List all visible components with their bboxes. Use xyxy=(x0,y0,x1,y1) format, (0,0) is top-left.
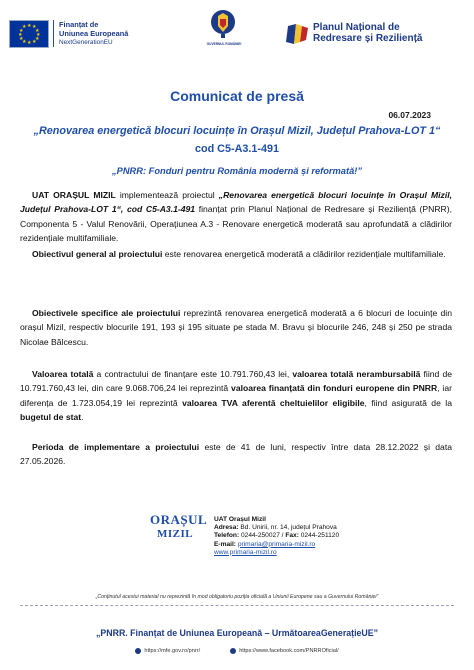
footer-facebook-link[interactable]: https://www.facebook.com/PNRROficial/ xyxy=(239,648,339,654)
page-title: Comunicat de presă xyxy=(170,88,304,104)
gov-logo-text: GUVERNUL ROMÂNIEI xyxy=(206,42,242,46)
paragraph-specific-objectives: Obiectivele specifice ale proiectului reprezintă renovarea energetică moderată a 6 blocuri de locuințe din orașul Mizil, respectiv blocurile 191, 193 și 195 situate pe stada M. Bravu și blocurile 246, 248 și 250 pe strada Nicolae Bălcescu. xyxy=(20,308,452,347)
disclaimer: „Conținutul acestui material nu reprezintă în mod obligatoriu poziția oficială a Uniunii Europene sau a Guvernului României” xyxy=(95,594,379,600)
footer-slogan: „PNRR. Finanțat de Uniunea Europeană – UrmătoareaGenerațieUE” xyxy=(95,628,379,638)
contact-address: Bd. Unirii, nr. 14, județul Prahova xyxy=(238,524,337,532)
oras-mizil-logo: ORAȘUL MIZIL xyxy=(150,512,208,540)
document-date: 06.07.2023 xyxy=(388,110,431,120)
eu-logo-line1: Finanțat de xyxy=(59,20,99,29)
contact-name: UAT Orașul Mizil xyxy=(214,516,266,523)
contact-info: UAT Orașul Mizil Adresa: Bd. Unirii, nr. 14, județul Prahova Telefon: 0244-250027 / Fax: 0244-251120 E-mail: primaria@primaria-mizil.ro www.primaria-mizil.ro xyxy=(214,516,340,556)
pnrr-logo-line2: Redresare și Reziliență xyxy=(313,33,423,44)
pnrr-logo xyxy=(286,22,423,46)
project-code: cod C5-A3.1-491 xyxy=(194,143,279,155)
contact-phone: 0244-250027 / xyxy=(239,532,286,540)
facebook-icon xyxy=(230,648,236,654)
eu-funding-logo xyxy=(9,20,128,48)
paragraph-intro: UAT ORAȘUL MIZIL implementează proiectul „Renovarea energetică blocuri locuințe în Orașul Mizil, Județul Prahova-LOT 1“, cod C5-A3.1-491 finanțat prin Planul Național de Redresare și Reziliență (PNRR), Componenta 5 - Valul Renovării, Operațiunea A.3 - Renovare energetică moderată sau aprofundată a clădirilor rezidențiale multifamiliale. xyxy=(20,190,452,243)
globe-icon xyxy=(135,648,141,654)
pnrr-slogan: „PNRR: Fonduri pentru România modernă și reformată!” xyxy=(111,166,362,176)
footer-divider xyxy=(20,605,454,606)
email-link[interactable]: primaria@primaria-mizil.ro xyxy=(237,540,316,548)
coat-of-arms-icon xyxy=(210,8,236,40)
website-link[interactable]: www.primaria-mizil.ro xyxy=(214,548,277,556)
paragraph-value: Valoarea totală a contractului de finanțare este 10.791.760,43 lei, valoarea totală nerambursabilă fiind de 10.791.760,43 lei, din care 9.068.706,24 lei reprezintă valoarea finanțată din fonduri europene din PNRR, iar diferența de 1.723.054,19 lei reprezintă valoarea TVA aferentă cheltuielilor eligibile, fiind asigurată de la bugetul de stat. xyxy=(20,369,453,422)
eu-flag-icon: ★ ★ ★ ★ ★ ★ ★ ★ ★ ★ ★ ★ xyxy=(9,20,49,48)
eu-logo-line2: Uniunea Europeană xyxy=(59,29,129,38)
pnrr-flag-icon xyxy=(286,22,308,46)
pnrr-logo-line1: Planul Național de xyxy=(313,22,400,33)
footer-links xyxy=(0,648,474,654)
eu-logo-line3: NextGenerationEU xyxy=(59,39,113,46)
paragraph-period: Perioda de implementare a proiectului este de 41 de luni, respectiv între data 28.12.2022 și data 27.05.2026. xyxy=(20,442,453,467)
project-title: „Renovarea energetică blocuri locuințe în Orașul Mizil, Județul Prahova-LOT 1“ xyxy=(33,125,441,137)
paragraph-general-objective: Obiectivul general al proiectului este renovarea energetică moderată a clădirilor rezidențiale multifamiliale. xyxy=(32,249,446,259)
contact-fax: 0244-251120 xyxy=(298,532,340,540)
footer-web-link[interactable]: https://mfe.gov.ro/pnrr/ xyxy=(144,648,201,654)
